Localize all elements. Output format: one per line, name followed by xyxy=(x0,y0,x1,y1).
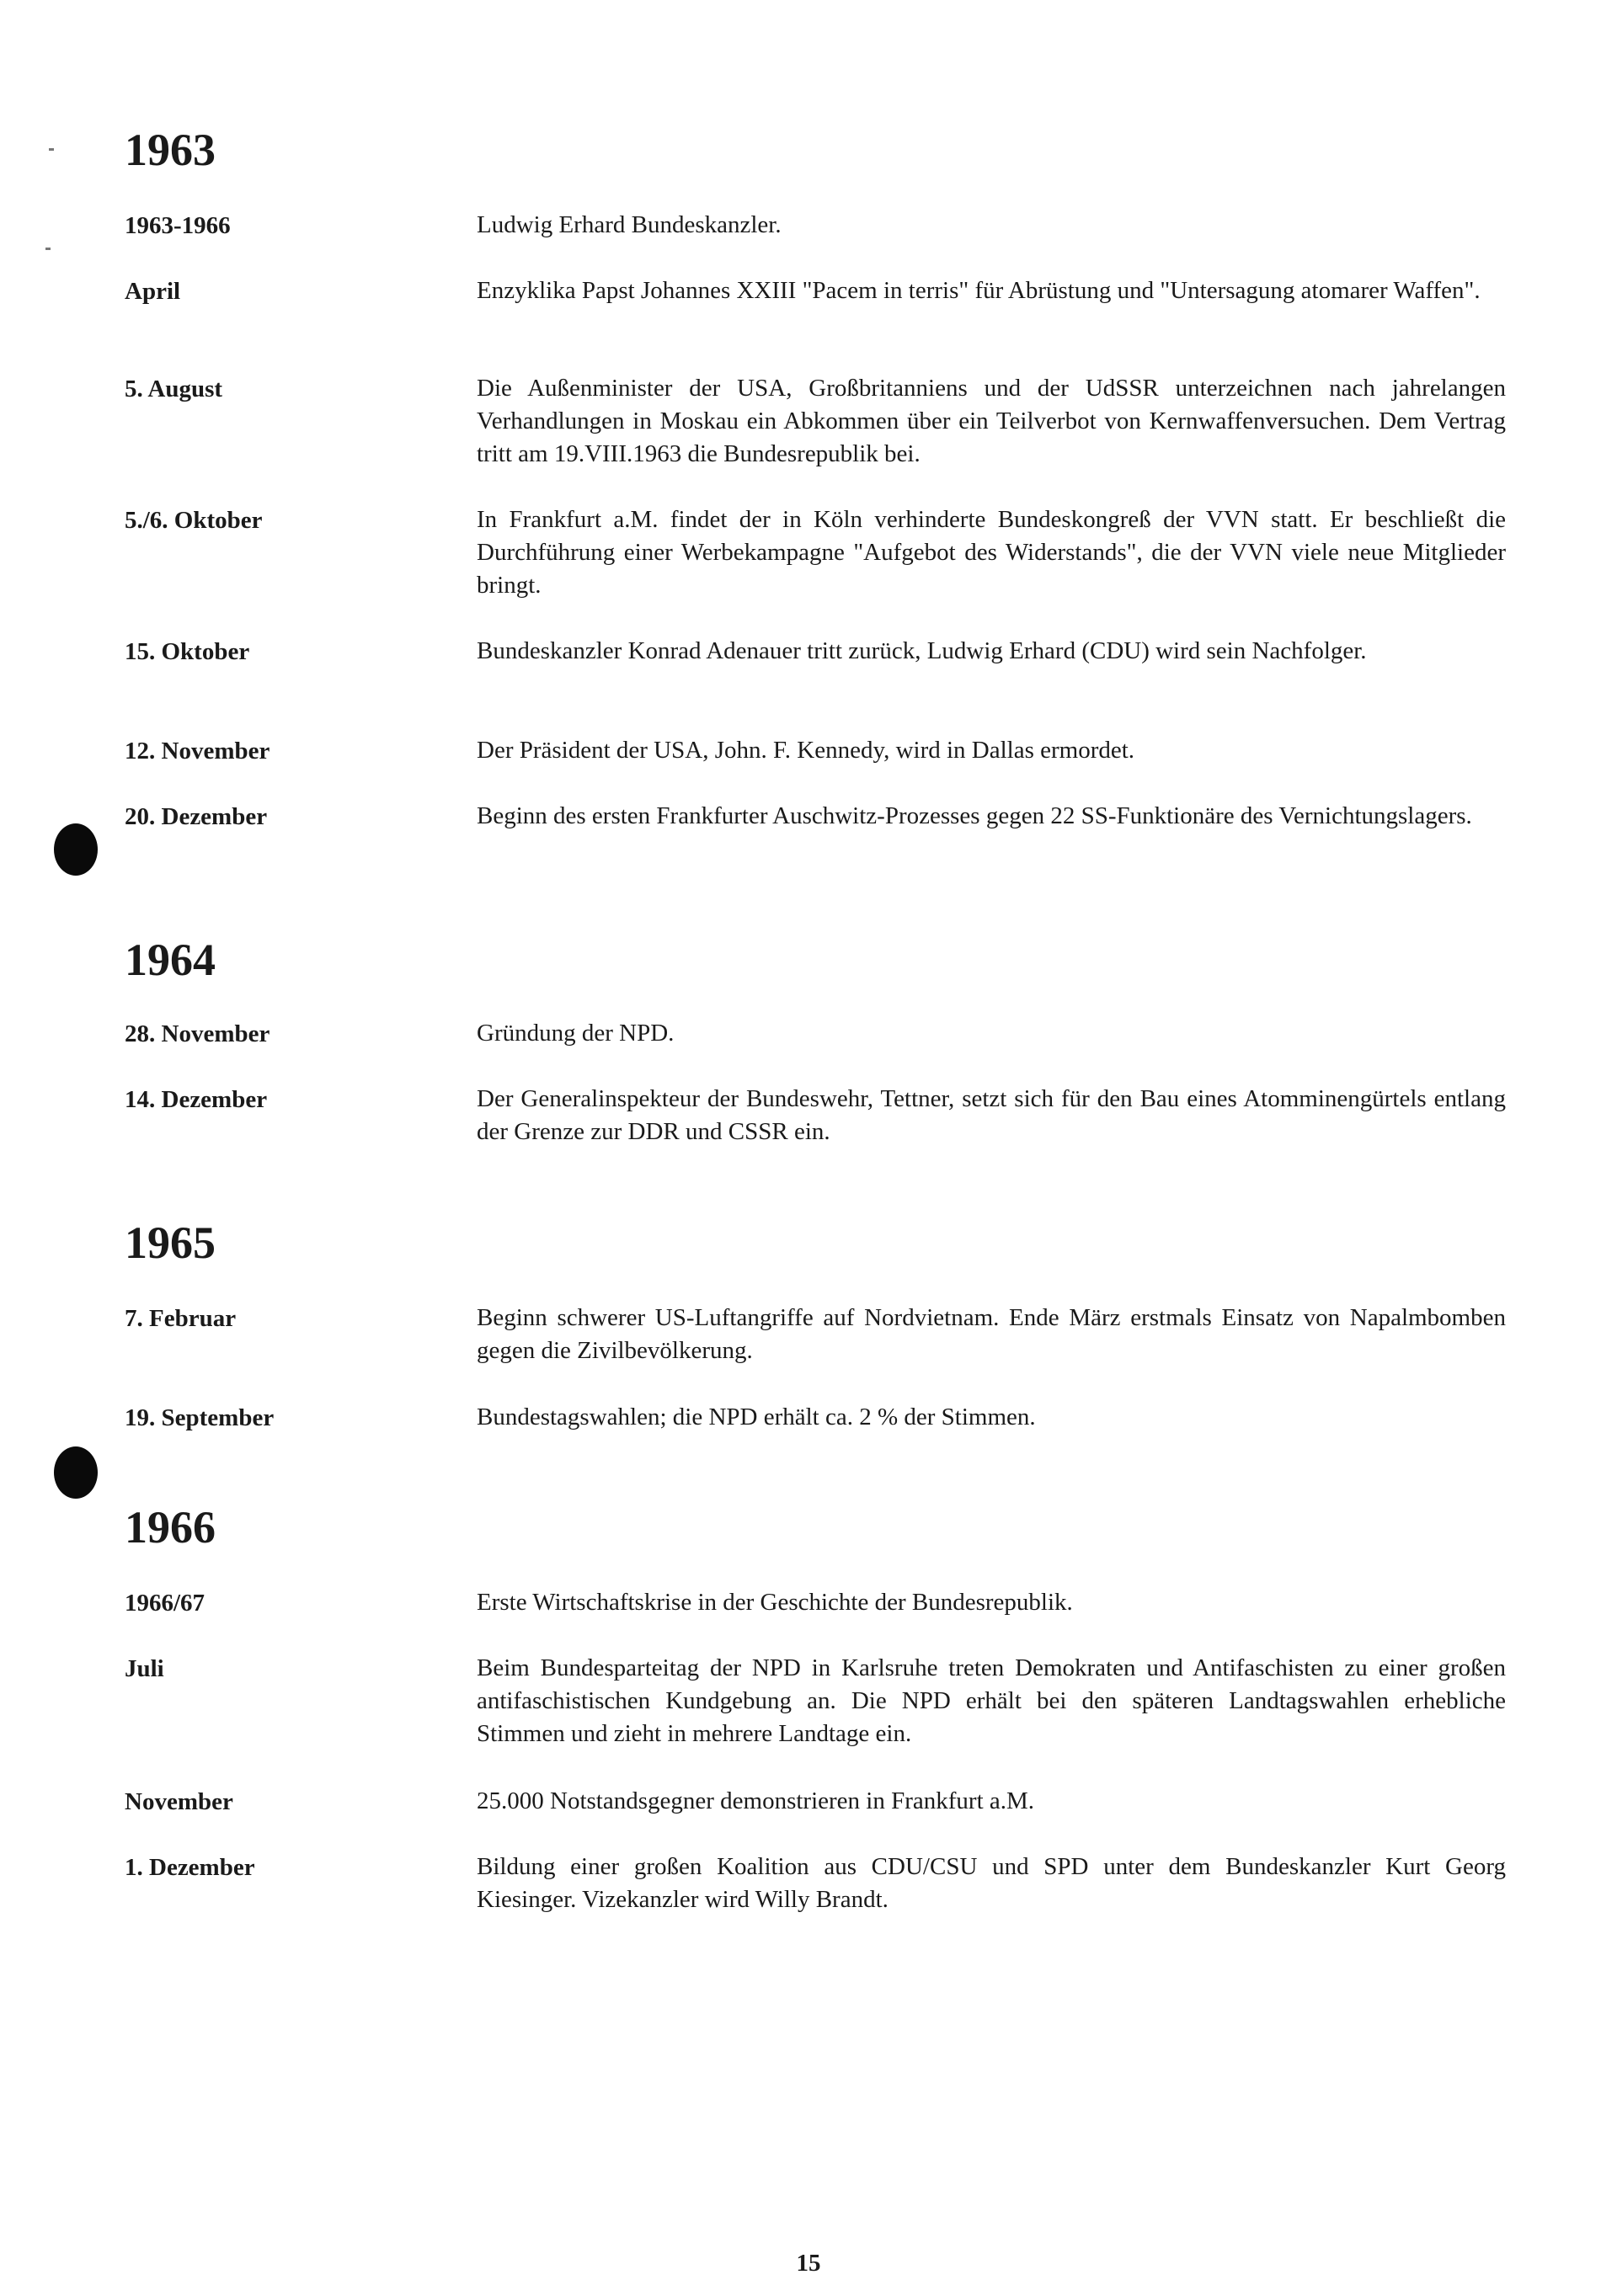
entry-text: Erste Wirtschaftskrise in der Geschichte der Bundesrepublik. xyxy=(477,1589,1073,1616)
entry-text: Bundestagswahlen; die NPD erhält ca. 2 % der Stimmen. xyxy=(477,1404,1036,1430)
punch-hole xyxy=(54,823,98,876)
entry-date: Juli xyxy=(125,1655,164,1682)
entry-text: Bildung einer großen Koalition aus CDU/CSU und SPD unter dem Bundeskanzler Kurt Georg Kiesinger. Vizekanzler wird Willy Brandt. xyxy=(477,1853,1506,1913)
entry-date: 7. Februar xyxy=(125,1305,237,1332)
entry-text: Enzyklika Papst Johannes XXIII "Pacem in terris" für Abrüstung und "Untersagung atomarer Waffen". xyxy=(477,277,1481,304)
entry-date: 1963-1966 xyxy=(125,212,231,239)
entry-text: Gründung der NPD. xyxy=(477,1020,675,1047)
entry-date: 1. Dezember xyxy=(125,1854,255,1881)
entry-text: Die Außenminister der USA, Großbritanniens und der UdSSR unterzeichnen nach jahrelangen Verhandlungen in Moskau ein Abkommen über ein Teilverbot von Kernwaffenversuchen. Dem Vertrag tritt am 19.VIII.1963 die Bundesrepublik bei. xyxy=(477,375,1506,467)
scan-speck xyxy=(49,148,54,151)
entry-text: Ludwig Erhard Bundeskanzler. xyxy=(477,211,782,238)
entry-date: 19. September xyxy=(125,1404,275,1431)
punch-hole xyxy=(54,1446,98,1499)
year-heading-1963: 1963 xyxy=(125,125,216,175)
entry-date: November xyxy=(125,1788,233,1815)
entry-date: 14. Dezember xyxy=(125,1086,268,1113)
entry-date: 20. Dezember xyxy=(125,803,268,830)
year-heading-1965: 1965 xyxy=(125,1217,216,1268)
entry-date: April xyxy=(125,278,181,305)
entry-text: Beginn schwerer US-Luftangriffe auf Nordvietnam. Ende März erstmals Einsatz von Napalmbomben gegen die Zivilbevölkerung. xyxy=(477,1304,1506,1364)
entry-text: Beim Bundesparteitag der NPD in Karlsruhe treten Demokraten und Antifaschisten zu einer großen antifaschistischen Kundgebung an. Die NPD erhält bei den späteren Landtagswahlen erhebliche Stimmen und zieht in mehrere Landtage ein. xyxy=(477,1654,1506,1747)
entry-text: In Frankfurt a.M. findet der in Köln verhinderte Bundeskongreß der VVN statt. Er beschließt die Durchführung einer Werbekampagne "Aufgebot des Widerstands", die der VVN viele neue Mitglieder bringt. xyxy=(477,506,1506,599)
scan-speck xyxy=(45,248,51,250)
entry-text: Bundeskanzler Konrad Adenauer tritt zurück, Ludwig Erhard (CDU) wird sein Nachfolger. xyxy=(477,637,1367,664)
entry-date: 28. November xyxy=(125,1020,270,1047)
entry-date: 5./6. Oktober xyxy=(125,507,263,534)
entry-date: 1966/67 xyxy=(125,1590,205,1617)
entry-text: 25.000 Notstandsgegner demonstrieren in Frankfurt a.M. xyxy=(477,1787,1035,1814)
entry-date: 12. November xyxy=(125,738,270,764)
year-heading-1964: 1964 xyxy=(125,935,216,985)
entry-date: 15. Oktober xyxy=(125,638,250,665)
entry-text: Beginn des ersten Frankfurter Auschwitz-Prozesses gegen 22 SS-Funktionäre des Vernichtungslagers. xyxy=(477,802,1472,829)
entry-text: Der Generalinspekteur der Bundeswehr, Tettner, setzt sich für den Bau eines Atomminengürtels entlang der Grenze zur DDR und CSSR ein. xyxy=(477,1085,1506,1145)
year-heading-1966: 1966 xyxy=(125,1502,216,1553)
entry-text: Der Präsident der USA, John. F. Kennedy, wird in Dallas ermordet. xyxy=(477,737,1135,764)
entry-date: 5. August xyxy=(125,376,223,402)
page-number: 15 xyxy=(796,2250,821,2277)
